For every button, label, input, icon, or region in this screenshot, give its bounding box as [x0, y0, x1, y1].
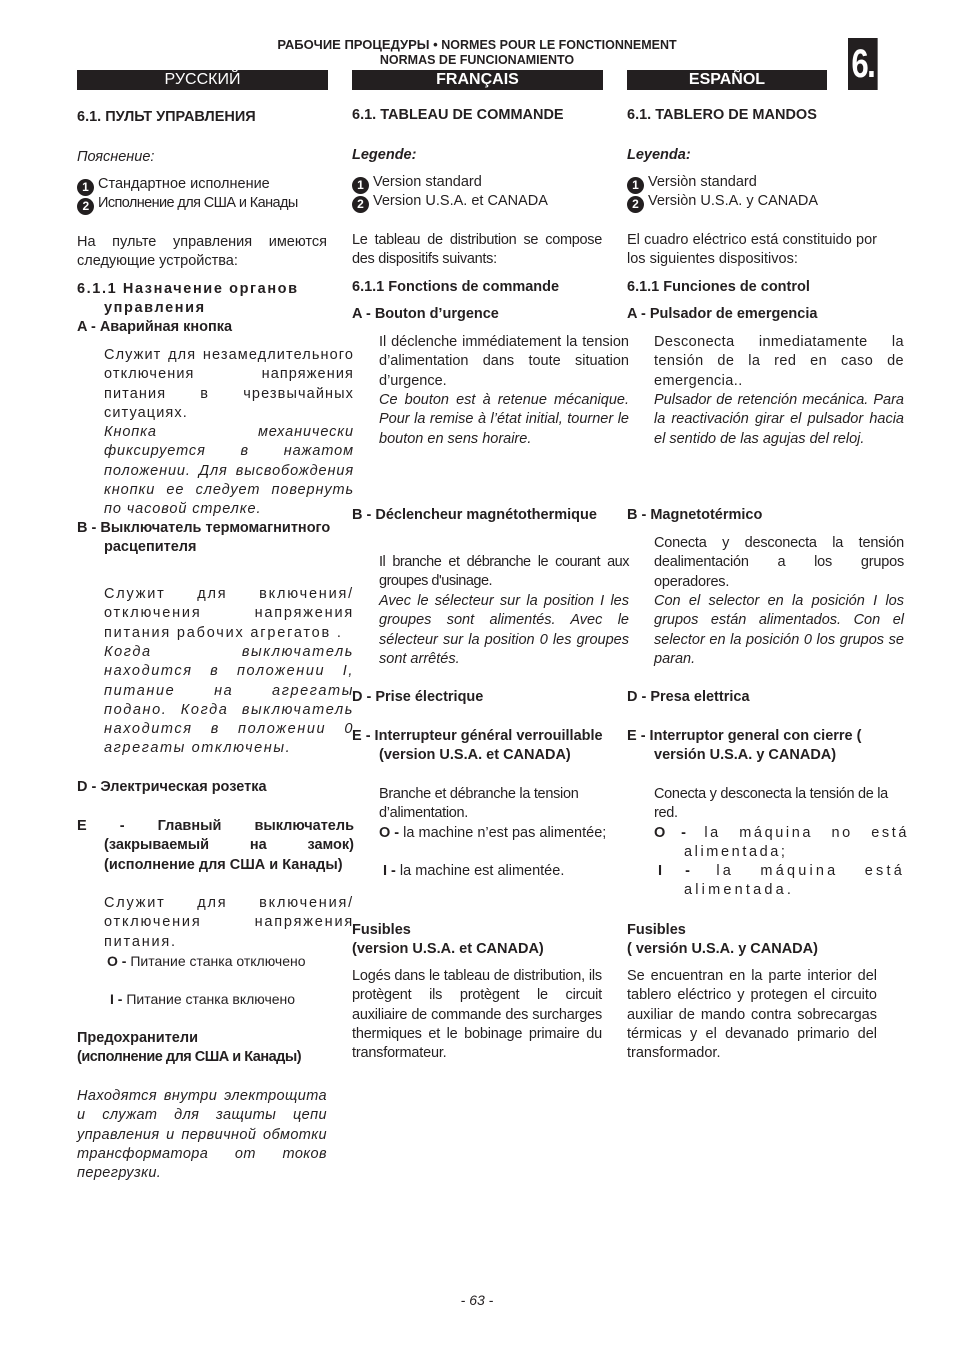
legend-label: Leyenda:: [627, 147, 691, 163]
legend-item-1: 1 Version standard: [352, 173, 602, 194]
item-b-text: Il branche et débranche le courant aux groupes d'usinage.: [379, 554, 629, 590]
intro-text: На пульте управления имеются следующие устройства:: [77, 234, 327, 270]
subsection-title: 6.1.1 Fonctions de commande: [352, 279, 560, 295]
item-e-title: E - Interruptor general con cierre ( versión U.S.A. y CANADA): [627, 728, 862, 764]
fuse-text: Se encuentran en la parte interior del tablero eléctrico y protegen el circuito auxiliar de mando contra sobrecargas térmicas y el devanado primario del transformador.: [627, 968, 877, 1062]
item-e-text: Служит для включения/отключения напряжения питания.: [104, 895, 354, 950]
item-a-text: Desconecta inmediatamente la tensión de la red en caso de emergencia..: [654, 334, 904, 389]
item-b-note: Avec le sélecteur sur la position I les groupes sont alimentés. Avec le sélecteur sur la position 0 les groupes sont arrêtés.: [379, 593, 629, 667]
item-e-off: O - la máquina no está alimentada;: [654, 825, 910, 861]
legend-item-2: 2 Versiòn U.S.A. y CANADA: [627, 192, 877, 213]
chapter-badge: 6.: [848, 38, 878, 90]
section-title: 6.1. TABLEAU DE COMMANDE: [352, 107, 564, 123]
marker-2-icon: 2: [77, 198, 94, 215]
legend-label: Пояснение:: [77, 149, 155, 165]
fuse-text: Logés dans le tableau de distribution, ils protègent ils protègent le circuit auxiliaire de commande des surcharges thermiques et le bobinage primaire du transformateur.: [352, 968, 602, 1062]
item-a-note: Ce bouton est à retenue mécanique. Pour la remise à l’état initial, tourner le bouton en sens horaire.: [379, 392, 629, 447]
legend-label: Legende:: [352, 147, 417, 163]
intro-text: Le tableau de distribution se compose des dispositifs suivants:: [352, 232, 602, 268]
lang-bar-es: ESPAÑOL: [627, 70, 827, 90]
legend-item-1: 1 Стандартное исполнение: [77, 175, 327, 196]
lang-bar-fr: FRANÇAIS: [352, 70, 603, 90]
item-b-title: B - Выключатель термомагнитного расцепителя: [77, 520, 331, 556]
legend-item-2: 2 Исполнение для США и Канады: [77, 194, 327, 215]
item-b-title: B - Déclencheur magnétothermique: [352, 507, 597, 523]
fuse-title: Fusibles: [627, 922, 686, 938]
fuse-title: Fusibles: [352, 922, 411, 938]
item-b-title: B - Magnetotérmico: [627, 507, 763, 523]
item-a-note: Pulsador de retención mecánica. Para la reactivación girar el pulsador hacia el sentido de las agujas del reloj.: [654, 392, 904, 447]
header-ru: РАБОЧИЕ ПРОЦЕДУРЫ •: [277, 37, 438, 52]
item-a-text: Служит для незамедлительного отключения напряжения питания в чрезвычайных ситуациях.: [104, 347, 354, 421]
item-e-off: O - la machine n’est pas alimentée;: [379, 825, 607, 841]
item-e-title: E - Interrupteur général verrouillable (version U.S.A. et CANADA): [352, 728, 603, 764]
item-e-text: Branche et débranche la tension d’alimentation.: [379, 786, 579, 822]
fuse-text: Находятся внутри электрощита и служат для защиты цепи управления и первичной обмотки трансформатора от токов перегрузки.: [77, 1088, 327, 1182]
item-d-title: D - Presa elettrica: [627, 689, 750, 705]
item-d-title: D - Электрическая розетка: [77, 779, 267, 795]
item-d-title: D - Prise électrique: [352, 689, 484, 705]
fuse-subtitle: (исполнение для США и Канады): [77, 1049, 302, 1065]
header-fr: NORMES POUR LE FONCTIONNEMENT: [441, 38, 677, 52]
intro-text: El cuadro eléctrico está constituido por los siguientes dispositivos:: [627, 232, 877, 268]
marker-1-icon: 1: [352, 177, 369, 194]
section-title: 6.1. TABLERO DE MANDOS: [627, 107, 817, 123]
page-header: [0, 36, 954, 69]
header-es: NORMAS DE FUNCIONAMIENTO: [379, 53, 575, 67]
item-e-on: I - la máquina está alimentada.: [658, 863, 905, 899]
marker-1-icon: 1: [627, 177, 644, 194]
fuse-title: Предохранители: [77, 1030, 198, 1046]
lang-bar-ru: РУССКИЙ: [77, 70, 328, 90]
marker-2-icon: 2: [627, 196, 644, 213]
item-a-title: A - Bouton d’urgence: [352, 306, 499, 322]
item-b-note: Con el selector en la posición I los grupos están alimentados. Con el selector en la posición 0 los grupos se paran.: [654, 593, 904, 667]
item-e-on: I - Питание станка включено: [110, 991, 296, 1007]
marker-2-icon: 2: [352, 196, 369, 213]
section-title: 6.1. ПУЛЬТ УПРАВЛЕНИЯ: [77, 109, 256, 125]
subsection-title: 6.1.1 Funciones de control: [627, 279, 810, 295]
item-b-text: Conecta y desconecta la tensión dealimentación a los grupos operadores.: [654, 535, 904, 590]
item-a-title: A - Аварийная кнопка: [77, 319, 233, 335]
item-b-text: Служит для включения/отключения напряжения питания рабочих агрегатов .: [104, 586, 354, 641]
item-e-title: E - Главный выключатель (закрываемый на замок) (исполнение для США и Канады): [77, 818, 354, 873]
item-a-text: Il déclenche immédiatement la tension d’alimentation dans toute situation d’urgence.: [379, 334, 629, 389]
marker-1-icon: 1: [77, 179, 94, 196]
item-e-off: O - Питание станка отключено: [107, 953, 306, 969]
fuse-subtitle: (version U.S.A. et CANADA): [352, 941, 544, 957]
legend-item-1: 1 Versiòn standard: [627, 173, 877, 194]
item-b-note: Когда выключатель находится в положении I, питание на агрегаты подано. Когда выключатель находится в положении 0 агрегаты отключены.: [104, 644, 354, 757]
fuse-subtitle: ( versión U.S.A. y CANADA): [627, 941, 818, 957]
legend-item-2: 2 Version U.S.A. et CANADA: [352, 192, 602, 213]
item-a-note: Кнопка механически фиксируется в нажатом положении. Для высвобождения кнопки ее следует повернуть по часовой стрелке.: [104, 424, 354, 518]
page-number: - 63 -: [460, 1292, 494, 1308]
item-e-on: I - la machine est alimentée.: [383, 863, 565, 879]
item-e-text: Conecta y desconecta la tensión de la red.: [654, 786, 888, 822]
subsection-title: 6.1.1 Назначение органов управления: [77, 281, 299, 317]
item-a-title: A - Pulsador de emergencia: [627, 306, 818, 322]
